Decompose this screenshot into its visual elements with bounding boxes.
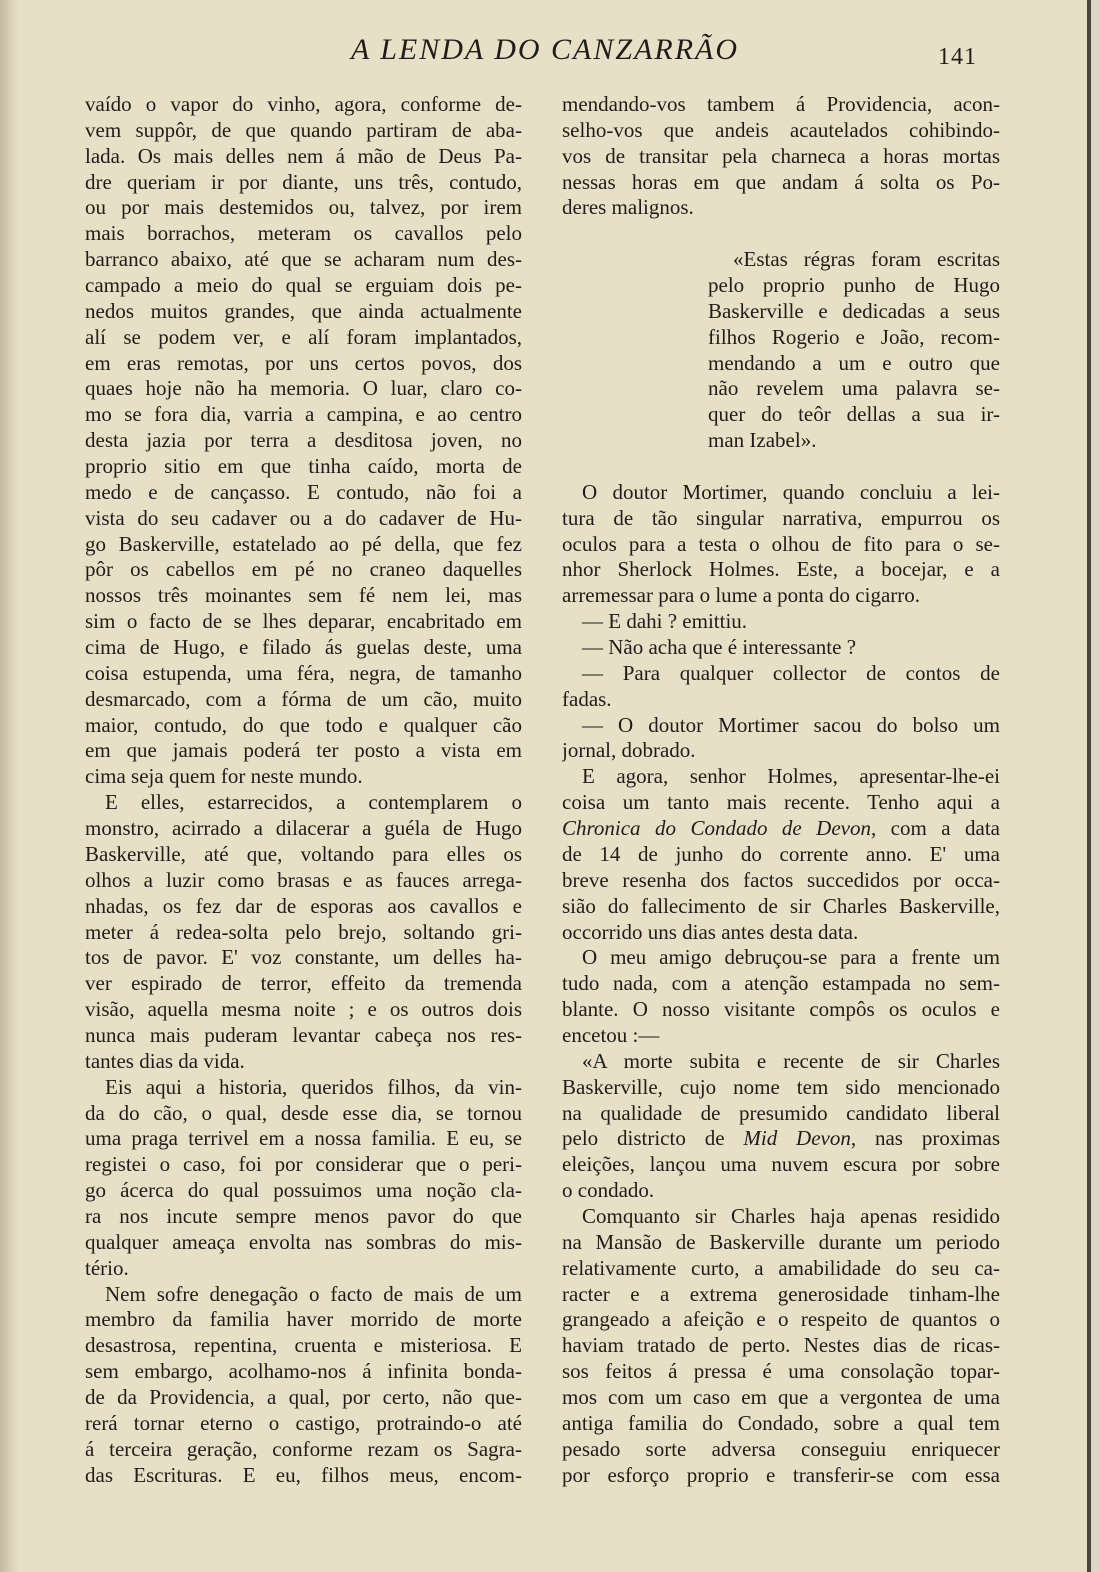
text-line: coisa um tanto mais recente. Tenho aqui a: [562, 790, 1000, 815]
text-line: arremessar para o lume a ponta do cigarro.: [562, 583, 921, 608]
text-line: mais borrachos, meteram os cavallos pelo: [85, 221, 522, 246]
text-line: fadas.: [562, 686, 612, 711]
text-line: relativamente curto, a amabilidade do seu ca-: [562, 1255, 1000, 1280]
text-line: haviam tratado de perto. Nestes dias de ricas-: [562, 1333, 1000, 1358]
text-line: oculos para a testa o olhou de fito para o se-: [562, 531, 1000, 556]
paragraph: [562, 609, 1000, 635]
text-line: meter á redea-solta pelo brejo, soltando gri-: [85, 919, 522, 944]
text-line: desmarcado, com a fórma de um cão, muito: [85, 686, 522, 711]
text-line: qualquer ameaça envolta nas sombras do mis-: [85, 1229, 522, 1254]
page-margin-strip: [1091, 0, 1100, 1572]
text-line: Baskerville, cujo nome tem sido mencionado: [562, 1074, 1000, 1099]
text-line: quer do teôr dellas a sua ir-: [708, 402, 1000, 427]
text-line: Eis aqui a historia, queridos filhos, da vin-: [105, 1074, 522, 1099]
text-line: go ácerca do qual possuimos uma noção cla-: [85, 1178, 522, 1203]
text-line: rerá tornar eterno o castigo, protraindo-o até: [85, 1410, 522, 1435]
text-line: E agora, senhor Holmes, apresentar-lhe-ei: [582, 764, 1000, 789]
page-gutter-shadow: [0, 0, 18, 1572]
text-line: maior, contudo, do que todo e qualquer cão: [85, 712, 522, 737]
paragraph: [562, 661, 1000, 713]
paragraph: [85, 1075, 522, 1282]
text-line: das Escrituras. E eu, filhos meus, encom-: [85, 1462, 522, 1487]
text-line: Baskerville e dedicadas a seus: [708, 298, 1000, 323]
text-line: quaes hoje não ha memoria. O luar, claro co-: [85, 376, 522, 401]
text-line: — Não acha que é interessante ?: [582, 635, 857, 660]
text-line: vista do seu cadaver ou a do cadaver de Hu-: [85, 505, 522, 530]
text-line: coisa estupenda, uma féra, negra, de tamanho: [85, 660, 522, 685]
text-line: cima seja quem for neste mundo.: [85, 764, 363, 789]
text-line: nossos três moinantes sem fé nem lei, mas: [85, 583, 522, 608]
text-line: E elles, estarrecidos, a contemplarem o: [105, 790, 522, 815]
text-line: «A morte subita e recente de sir Charles: [582, 1048, 1000, 1073]
paragraph: [562, 1204, 1000, 1488]
text-line: nhadas, os fez dar de esporas aos cavallos e: [85, 893, 522, 918]
text-line: tudo nada, com a atenção estampada no sem-: [562, 971, 1000, 996]
text-line: racter e a extrema generosidade tinham-lhe: [562, 1281, 1000, 1306]
text-line: nhor Sherlock Holmes. Este, a bocejar, e a: [562, 557, 1000, 582]
text-line: breve resenha dos factos succedidos por occa-: [562, 867, 1000, 892]
paragraph: [562, 480, 1000, 609]
text-line: [562, 1126, 1000, 1152]
text-line: [562, 816, 1000, 842]
text-line: nedos muitos grandes, que ainda actualmente: [85, 298, 522, 323]
page-number: 141: [938, 44, 977, 70]
paragraph: [85, 1282, 522, 1489]
text-line: monstro, acirrado a dilacerar a guéla de Hugo: [85, 816, 522, 841]
text-line: alí se podem ver, e alí foram implantados,: [85, 324, 522, 349]
text-line: da do cão, o qual, desde esse dia, se tornou: [85, 1100, 522, 1125]
text-run: , nas proximas: [850, 1126, 1000, 1151]
paragraph: [562, 1049, 1000, 1204]
text-line: deres malignos.: [562, 195, 694, 220]
text-line: ver espirado de terror, effeito da tremenda: [85, 971, 522, 996]
text-line: sem embargo, acolhamo-nos á infinita bonda-: [85, 1359, 522, 1384]
text-line: jornal, dobrado.: [562, 738, 696, 763]
text-line: ra nos incute sempre menos pavor do que: [85, 1203, 522, 1228]
text-line: medo e de cançasso. E contudo, não foi a: [85, 479, 522, 504]
text-line: registei o caso, foi por considerar que o peri-: [85, 1152, 522, 1177]
text-line: Baskerville, até que, voltando para elles os: [85, 841, 522, 866]
text-line: mos com um caso em que a vergontea de uma: [562, 1384, 1000, 1409]
right-column: [562, 92, 1000, 1488]
text-line: á terceira geração, conforme rezam os Sagra-: [85, 1436, 522, 1461]
text-line: selho-vos que andeis acautelados cohibindo-: [562, 117, 1000, 142]
text-line: em eras remotas, por uns certos povos, dos: [85, 350, 522, 375]
paragraph: [562, 945, 1000, 1048]
text-line: olhos a luzir como brasas e as fauces arrega-: [85, 867, 522, 892]
running-title: A LENDA DO CANZARRÃO: [350, 33, 740, 66]
text-line: filhos Rogerio e João, recom-: [708, 324, 1000, 349]
text-line: de da Providencia, a qual, por certo, não que-: [85, 1384, 522, 1409]
quote-block: [708, 247, 1000, 454]
text-line: go Baskerville, estatelado ao pé della, que fez: [85, 531, 522, 556]
text-run: pelo districto de: [562, 1126, 744, 1151]
text-line: o condado.: [562, 1178, 655, 1203]
text-line: — E dahi ? emittiu.: [582, 609, 748, 634]
text-line: barranco abaixo, até que se acharam num des-: [85, 247, 522, 272]
text-line: desta jazia por terra a desditosa joven, no: [85, 428, 522, 453]
text-line: vos de transitar pela charneca a horas mortas: [562, 143, 1000, 168]
text-line: tério.: [85, 1255, 129, 1280]
text-line: antiga familia do Condado, sobre a qual tem: [562, 1410, 1000, 1435]
text-line: de 14 de junho do corrente anno. E' uma: [562, 841, 1000, 866]
text-line: blante. O nosso visitante compôs os oculos e: [562, 997, 1000, 1022]
text-line: por esforço proprio e transferir-se com essa: [562, 1462, 1000, 1487]
paragraph: [562, 635, 1000, 661]
text-line: pesado sorte adversa conseguiu enriquecer: [562, 1436, 1000, 1461]
text-line: — Para qualquer collector de contos de: [582, 660, 1000, 685]
text-line: tos de pavor. E' voz constante, um delles ha-: [85, 945, 522, 970]
text-line: vem suppôr, de que quando partiram de aba-: [85, 117, 522, 142]
text-line: dre queriam ir por diante, uns três, contudo,: [85, 169, 522, 194]
text-line: sim o facto de se lhes deparar, encabritado em: [85, 609, 522, 634]
text-line: visão, aquella mesma noite ; e os outros dois: [85, 997, 522, 1022]
text-line: pôr os cabellos em pé no craneo daquelles: [85, 557, 522, 582]
italic-text: Mid Devon: [743, 1126, 851, 1151]
text-line: sos feitos á pressa é uma consolação topar-: [562, 1359, 1000, 1384]
paragraph: [562, 764, 1000, 945]
text-line: mo se fora dia, varria a campina, e ao centro: [85, 402, 522, 427]
text-line: eleições, lançou uma nuvem escura por sobre: [562, 1152, 1000, 1177]
text-line: desastrosa, repentina, cruenta e misteriosa. E: [85, 1333, 522, 1358]
text-line: — O doutor Mortimer sacou do bolso um: [582, 712, 1000, 737]
text-line: occorrido uns dias antes desta data.: [562, 919, 859, 944]
text-line: mendando a um e outro que: [708, 350, 1000, 375]
text-line: encetou :—: [562, 1022, 660, 1047]
paragraph: [562, 713, 1000, 765]
text-line: ou por mais destemidos ou, talvez, por irem: [85, 195, 522, 220]
text-line: Comquanto sir Charles haja apenas residido: [582, 1203, 1000, 1228]
italic-text: Chronica do Condado de Devon: [562, 816, 871, 841]
text-line: campado a meio do qual se erguiam dois pe-: [85, 273, 522, 298]
text-line: não revelem uma palavra se-: [708, 376, 1000, 401]
text-line: O meu amigo debruçou-se para a frente um: [582, 945, 1000, 970]
text-line: man Izabel».: [708, 428, 817, 453]
text-line: tura de tão singular narrativa, empurrou os: [562, 505, 1000, 530]
text-line: O doutor Mortimer, quando concluiu a lei-: [582, 479, 1000, 504]
paragraph: [85, 92, 522, 790]
text-line: tantes dias da vida.: [85, 1048, 245, 1073]
text-line: mendando-vos tambem á Providencia, acon-: [562, 92, 1000, 116]
text-line: nunca mais puderam levantar cabeça nos res-: [85, 1022, 522, 1047]
text-line: cima de Hugo, e filado ás guelas deste, uma: [85, 635, 522, 660]
text-line: na qualidade de presumido candidato liberal: [562, 1100, 1000, 1125]
text-line: membro da familia haver morrido de morte: [85, 1307, 522, 1332]
text-line: lada. Os mais delles nem á mão de Deus Pa-: [85, 143, 522, 168]
text-line: grangeado a afeição e o respeito de quantos o: [562, 1307, 1000, 1332]
text-line: em que jamais poderá ter posto a vista em: [85, 738, 522, 763]
left-column: [85, 92, 522, 1488]
text-line: pelo proprio punho de Hugo: [708, 273, 1000, 298]
text-line: uma praga terrivel em a nossa familia. E eu, se: [85, 1126, 522, 1151]
text-line: «Estas régras foram escritas: [733, 247, 1000, 272]
text-line: proprio sitio em que tinha caído, morta de: [85, 454, 522, 479]
text-line: vaído o vapor do vinho, agora, conforme de-: [85, 92, 522, 116]
paragraph: [562, 92, 1000, 221]
text-line: na Mansão de Baskerville durante um periodo: [562, 1229, 1000, 1254]
text-line: Nem sofre denegação o facto de mais de um: [105, 1281, 522, 1306]
text-line: sião do fallecimento de sir Charles Baskerville,: [562, 893, 1000, 918]
paragraph: [85, 790, 522, 1074]
text-run: , com a data: [870, 816, 1000, 841]
text-line: nessas horas em que andam á solta os Po-: [562, 169, 1000, 194]
